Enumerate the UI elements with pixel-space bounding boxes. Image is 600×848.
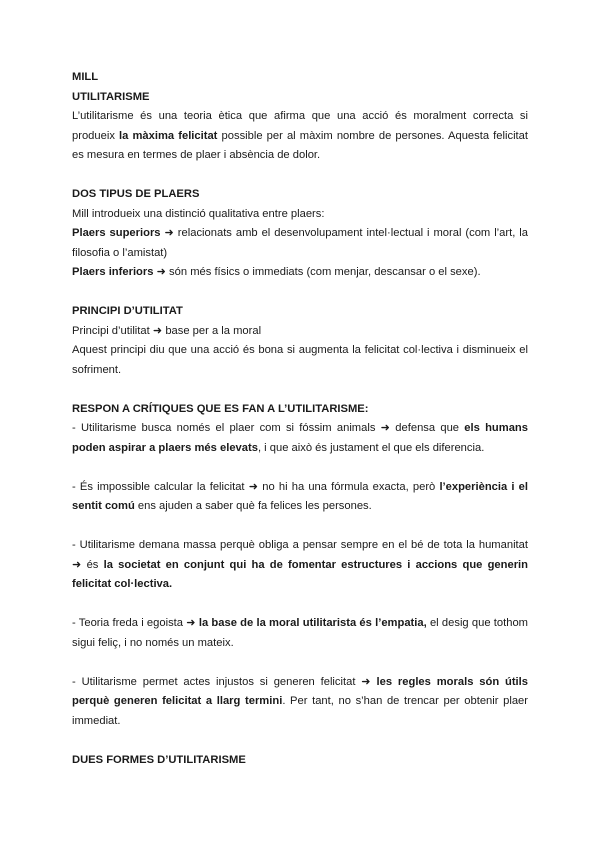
section-heading-forms: DUES FORMES D’UTILITARISME xyxy=(72,753,246,766)
doc-title: MILL xyxy=(72,71,99,83)
critique-2: - És impossible calcular la felicitat ➜ no hi ha una fórmula exacta, però l’experiència i el sentit comú ens ajuden a saber què fa felices les persones. xyxy=(72,480,528,512)
superior-pleasures: Plaers superiors ➜ relacionats amb el desenvolupament intel·lectual i moral (com l’art, la filosofia o l’amistat) xyxy=(72,227,528,259)
inferior-pleasures: Plaers inferiors ➜ són més físics o immediats (com menjar, descansar o el sexe). xyxy=(72,266,481,278)
section-heading-utility: PRINCIPI D’UTILITAT xyxy=(72,305,183,317)
utility-line-1: Principi d’utilitat ➜ base per a la moral xyxy=(72,324,262,337)
critique-4: - Teoria freda i egoista ➜ la base de la moral utilitarista és l’empatia, el desig que tothom sigui feliç, i no només un mateix. xyxy=(72,617,528,649)
critique-1: - Utilitarisme busca només el plaer com si fóssim animals ➜ defensa que els humans poden aspirar a plaers més elevats, i que això és justament el que els diferencia. xyxy=(72,422,528,454)
document-page xyxy=(72,68,528,770)
utility-line-2: Aquest principi diu que una acció és bona si augmenta la felicitat col·lectiva i disminueix el sofriment. xyxy=(72,344,528,376)
critique-3: - Utilitarisme demana massa perquè obliga a pensar sempre en el bé de tota la humanitat ➜ és la societat en conjunt qui ha de fomentar estructures i accions que generin felicitat col·lectiva. xyxy=(72,539,528,590)
section-heading-critiques: RESPON A CRÍTIQUES QUE ES FAN A L’UTILITARISME: xyxy=(72,402,369,415)
doc-subtitle: UTILITARISME xyxy=(72,90,150,103)
section-heading-pleasures: DOS TIPUS DE PLAERS xyxy=(72,188,200,200)
critique-5: - Utilitarisme permet actes injustos si generen felicitat ➜ les regles morals són útils perquè generen felicitat a llarg termini. Per tant, no s’han de trencar per obtenir plaer immediat. xyxy=(72,675,528,727)
pleasures-intro: Mill introdueix una distinció qualitativa entre plaers: xyxy=(72,207,325,220)
intro-paragraph: L’utilitarisme és una teoria ètica que afirma que una acció és moralment correcta si produeix la màxima felicitat possible per al màxim nombre de persones. Aquesta felicitat es mesura en termes de plaer i absència de dolor. xyxy=(72,110,528,161)
